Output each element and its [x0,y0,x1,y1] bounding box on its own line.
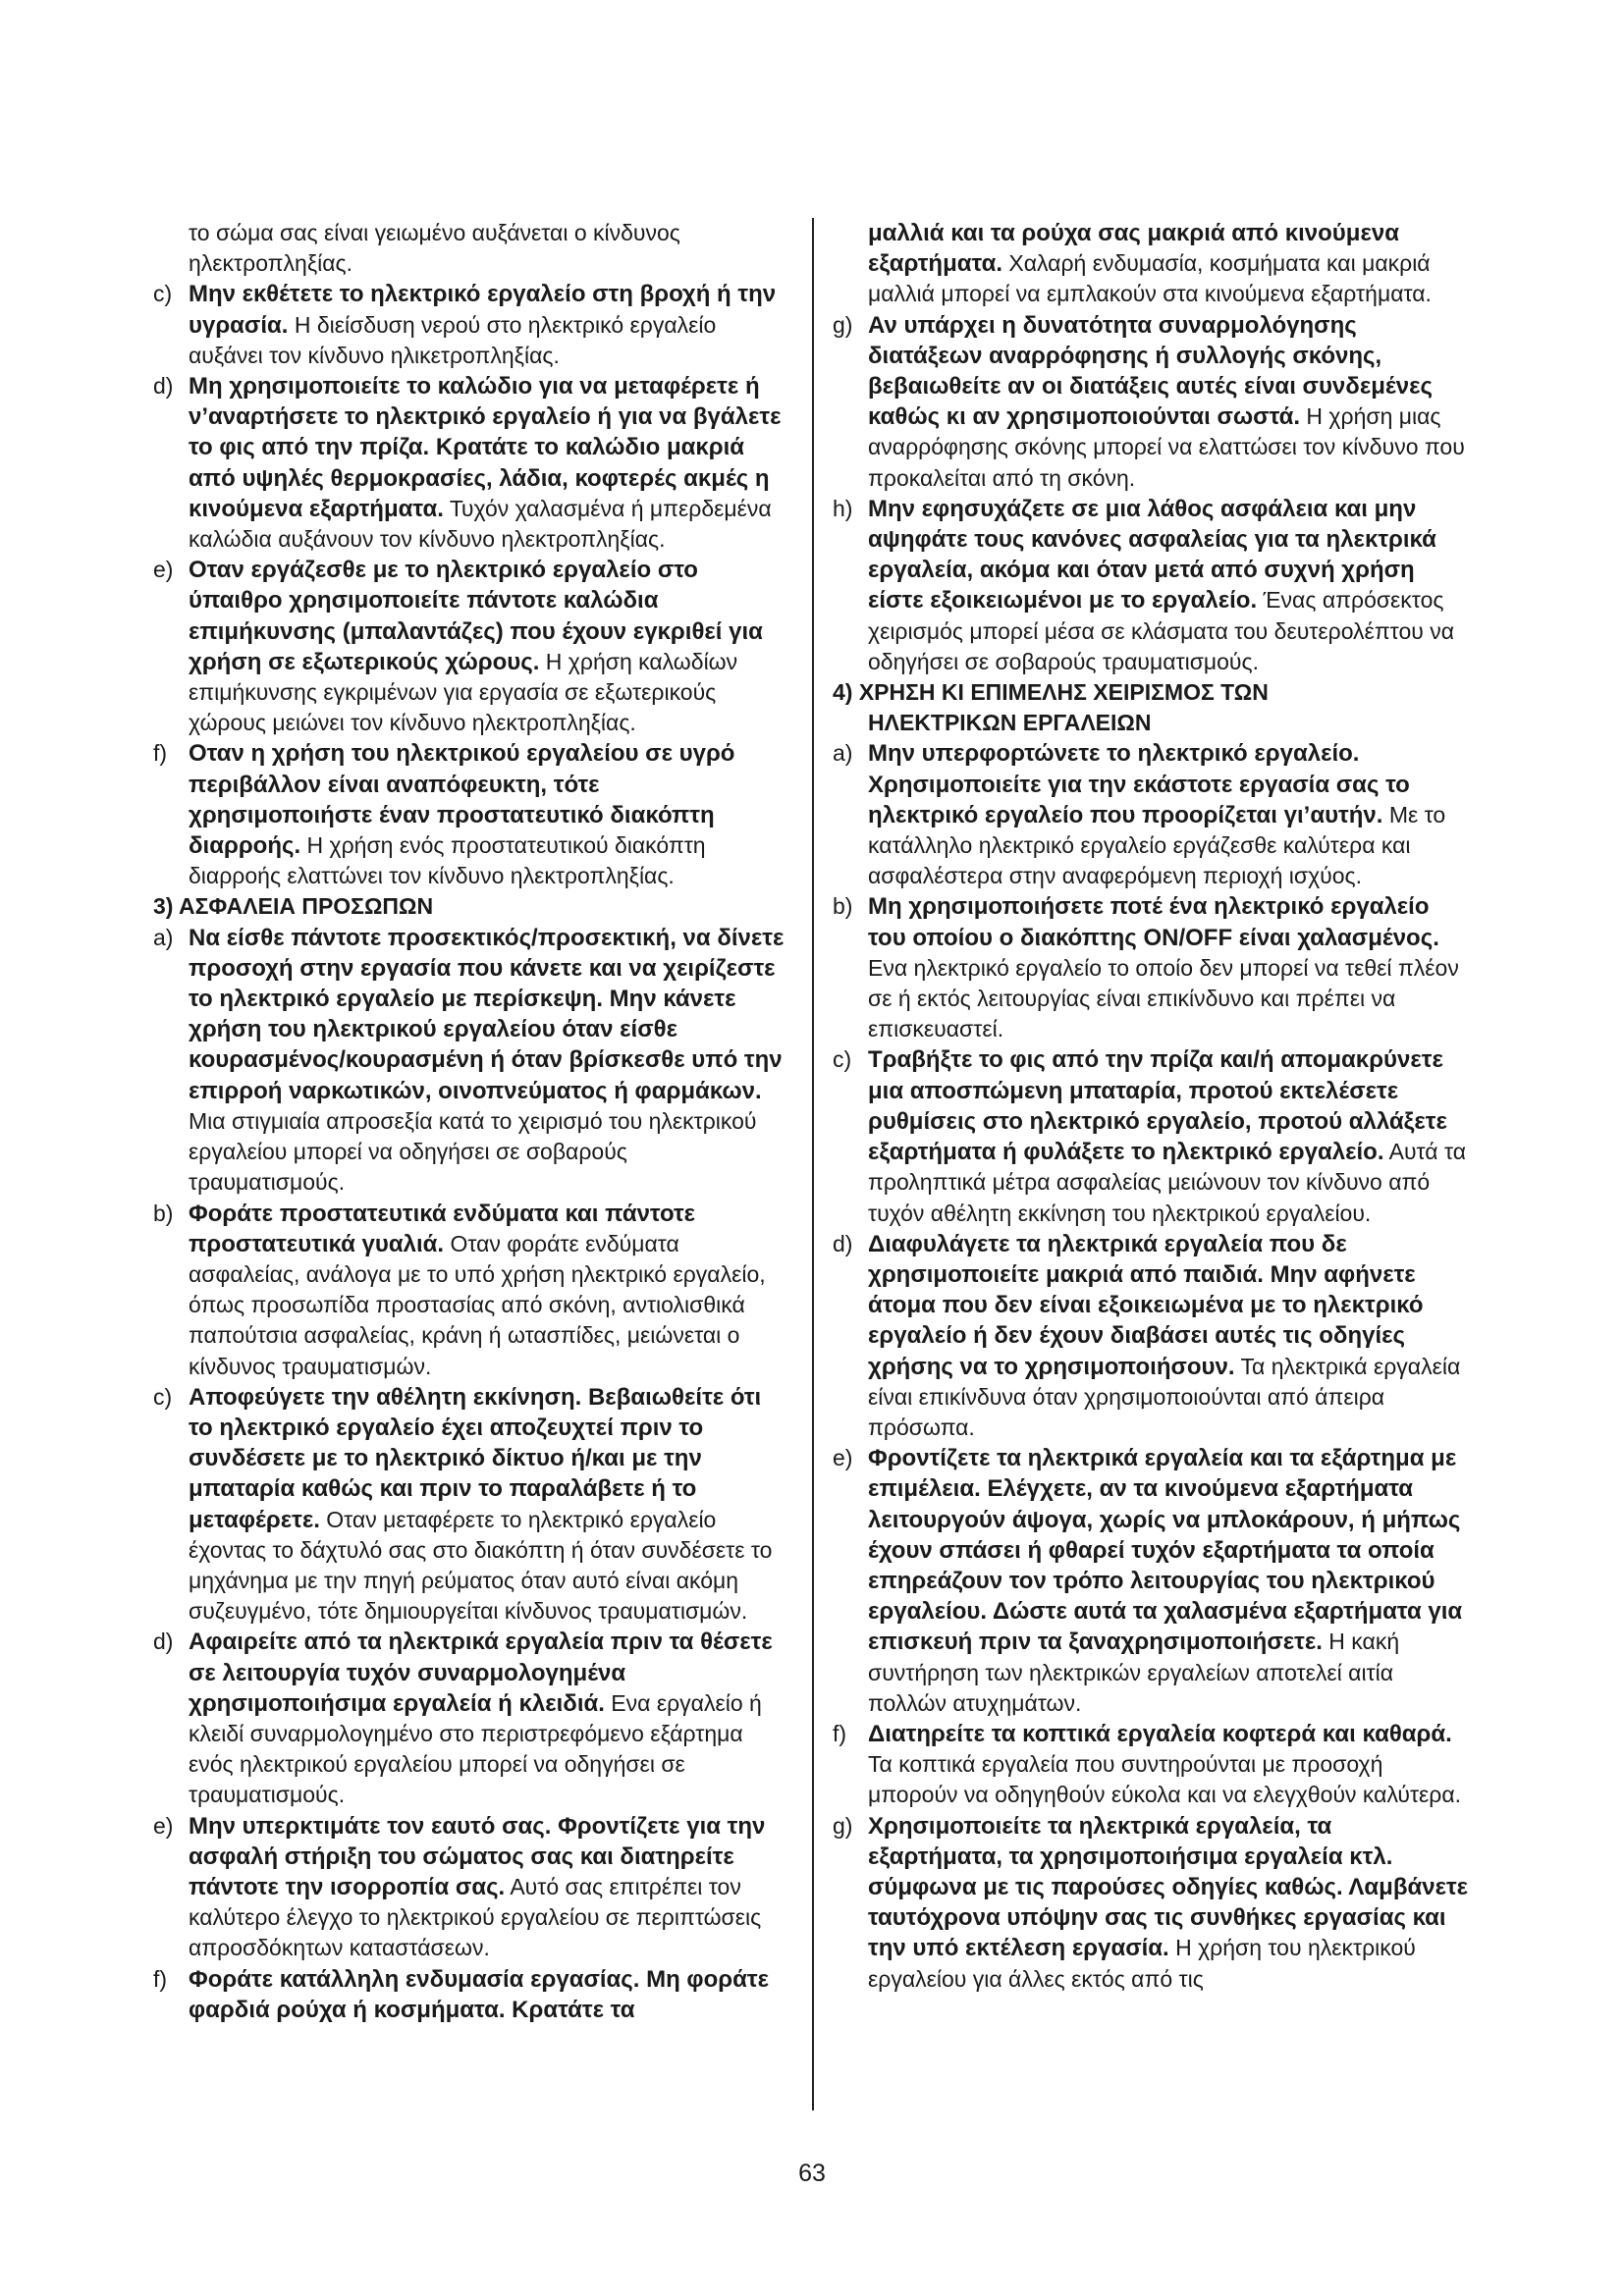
item-bold-text: Μην υπερφορτώνετε το ηλεκτρικό εργαλείο. Χρησιμοποιείτε για την εκάστοτε εργασία σας το ηλεκτρικό εργαλείο που προορίζεται γι’αυτήν. [868,740,1410,828]
item-label: d) [153,1629,174,1655]
section-heading-continued: ΗΛΕΚΤΡΙΚΩΝ ΕΡΓΑΛΕΙΩΝ [868,710,1152,736]
item-label: b) [833,893,853,920]
item-text: Με το κατάλληλο ηλεκτρικό εργαλείο εργάζεσθε καλύτερα και ασφαλέστερα στην αναφερόμενη περιοχή ισχύος. [868,801,1446,889]
continuation-text [833,218,1469,310]
item-text: Η διείσδυση νερού στο ηλεκτρικό εργαλείο αυξάνει τον κίνδυνο ηλικετροπληξίας. [189,311,717,368]
item-bold-text: Οταν εργάζεσθε με το ηλεκτρικό εργαλείο στο ύπαιθρο χρησιμοποιείτε πάντοτε καλώδια επιμήκυνσης (μπαλαντάζες) που έχουν εγκριθεί για χρήση σε εξωτερικούς χώρους. [189,557,763,675]
list-item [153,1199,789,1382]
item-label: c) [153,281,173,307]
list-item [833,1229,1469,1443]
item-label: f) [153,740,168,767]
item-label: d) [153,373,174,400]
list-item [153,555,789,738]
item-text: Η κακή συντήρηση των ηλεκτρικών εργαλείων αποτελεί αιτία πολλών ατυχημάτων. [868,1629,1400,1716]
list-item [833,494,1469,677]
column-divider [812,218,814,2110]
item-bold-text: Χρησιμοποιείτε τα ηλεκτρικά εργαλεία, τα εξαρτήματα, τα χρησιμοποιήσιμα εργαλεία κτλ. σύμφωνα με τις παρούσες οδηγίες καθώς. Λαμβάνετε ταυτόχρονα υπόψην σας τις συνθήκες εργασίας και την υπό εκτέλεση εργασία. [868,1812,1469,1962]
item-label: f) [153,1965,168,1992]
item-text: Τα κοπτικά εργαλεία που συντηρούνται με προσοχή μπορούν να οδηγηθούν εύκολα και να ελεγχθούν καλύτερα. [868,1751,1462,1808]
list-item [833,310,1469,494]
item-bold-text: Οταν η χρήση του ηλεκτρικού εργαλείου σε υγρό περιβάλλον είναι αναπόφευκτη, τότε χρησιμοποιήστε έναν προστατευτικό διακόπτη διαρροής. [189,740,735,860]
item-bold-text: Αφαιρείτε από τα ηλεκτρικά εργαλεία πριν τα θέσετε σε λειτουργία τυχόν συναρμολογημένα χρησιμοποιήσιμα εργαλεία ή κλειδιά. [189,1629,773,1717]
item-text: Τυχόν χαλασμένα ή μπερδεμένα καλώδια αυξάνουν τον κίνδυνο ηλεκτροπληξίας. [189,495,772,553]
item-text: Ενα εργαλείο ή κλειδί συναρμολογημένο στο περιστρεφόμενο εξάρτημα ενός ηλεκτρικού εργαλείου μπορεί να οδηγήσει σε τραυματισμούς. [189,1689,762,1808]
list-item [153,738,789,891]
list-item [153,371,789,555]
list-item [833,738,1469,891]
item-label: g) [833,311,853,338]
item-bold-text: Μην εφησυχάζετε σε μια λάθος ασφάλεια και μην αψηφάτε τους κανόνες ασφαλείας για τα ηλεκτρικά εργαλεία, ακόμα και όταν μετά από συχνή χρήση είστε εξοικειωμένοι με το εργαλείο. [868,495,1436,614]
list-item [153,1811,789,1964]
list-item [833,1811,1469,1995]
item-label: f) [833,1720,847,1746]
section-heading: 4) ΧΡΗΣΗ ΚΙ ΕΠΙΜΕΛΗΣ ΧΕΙΡΙΣΜΟΣ ΤΩΝ [833,679,1269,706]
item-bold-text: Μην υπερκτιμάτε τον εαυτό σας. Φροντίζετε για την ασφαλή στήριξη του σώματος σας και διατηρείτε πάντοτε την ισορροπία σας. [189,1812,766,1900]
item-label: a) [153,924,174,950]
continuation-bold-text: μαλλιά και τα ρούχα σας μακριά από κινούμενα εξαρτήματα. [868,220,1399,278]
list-item [153,923,789,1199]
list-item [153,1382,789,1628]
item-bold-text: Να είσθε πάντοτε προσεκτικός/προσεκτική, να δίνετε προσοχή στην εργασία που κάνετε και να χειρίζεστε το ηλεκτρικό εργαλείο με περίσκεψη. Μην κάνετε χρήση του ηλεκτρικού εργαλείου όταν είσθε κουρασμένος/κουρασμένη ή όταν βρίσκεσθε υπό την επιρροή ναρκωτικών, οινοπνεύματος ή φαρμάκων. [189,924,785,1104]
list-item [153,1964,789,2025]
item-label: h) [833,495,853,521]
item-label: g) [833,1812,853,1839]
item-text: Η χρήση του ηλεκτρικού εργαλείου για άλλες εκτός από τις [868,1935,1416,1992]
item-bold-text: Τραβήξτε το φις από την πρίζα και/ή απομακρύνετε μια αποσπώμενη μπαταρία, προτού εκτελέσετε ρυθμίσεις στο ηλεκτρικό εργαλείο, προτού αλλάξετε εξαρτήματα ή φυλάξετε το ηλεκτρικό εργαλείο. [868,1046,1447,1166]
item-text: Ένας απρόσεκτος χειρισμός μπορεί μέσα σε κλάσματα του δευτερολέπτου να οδηγήσει σε σοβαρούς τραυματισμούς. [868,587,1455,674]
item-label: c) [833,1046,852,1073]
item-label: d) [833,1230,853,1256]
right-column [833,218,1469,1995]
list-item [833,1719,1469,1811]
item-bold-text: Διατηρείτε τα κοπτικά εργαλεία κοφτερά και καθαρά. [868,1720,1452,1747]
item-text: Η χρήση καλωδίων επιμήκυνσης εγκριμένων για εργασία σε εξωτερικούς χώρους μειώνει τον κίνδυνο ηλεκτροπληξίας. [189,648,738,736]
item-bold-text: Φροντίζετε τα ηλεκτρικά εργαλεία και τα εξάρτημα με επιμέλεια. Ελέγχετε, αν τα κινούμενα εξαρτήματα λειτουργούν άψογα, χωρίς να μπλοκάρουν, ή μήπως έχουν σπάσει ή φθαρεί τυχόν εξαρτήματα τα οποία επηρεάζουν τον τρόπο λειτουργίας του ηλεκτρικού εργαλείου. Δώστε αυτά τα χαλασμένα εξαρτήματα για επισκευή πριν τα ξαναχρησιμοποιήσετε. [868,1445,1463,1656]
item-label: a) [833,740,853,767]
item-text: Η χρήση ενός προστατευτικού διακόπτη διαρροής ελαττώνει τον κίνδυνο ηλεκτροπληξίας. [189,832,706,889]
item-bold-text: Διαφυλάγετε τα ηλεκτρικά εργαλεία που δε χρησιμοποιείτε μακριά από παιδιά. Μην αφήνετε άτομα που δεν είναι εξοικειωμένα με το ηλεκτρικό εργαλείο ή δεν έχουν διαβάσει αυτές τις οδηγίες χρήσης να το χρησιμοποιήσουν. [868,1230,1424,1380]
list-item [833,891,1469,1044]
item-text: Ενα ηλεκτρικό εργαλείο το οποίο δεν μπορεί να τεθεί πλέον σε ή εκτός λειτουργίας είναι επικίνδυνο και πρέπει να επισκευαστεί. [868,954,1459,1042]
left-column [153,218,789,2025]
item-text: Αυτό σας επιτρέπει τον καλύτερο έλεγχο το ηλεκτρικού εργαλείου σε περιπτώσεις απροσδόκητων καταστάσεων. [189,1873,762,1961]
item-bold-text: Αποφεύγετε την αθέλητη εκκίνηση. Βεβαιωθείτε ότι το ηλεκτρικό εργαλείο έχει αποζευχτεί πριν το συνδέσετε με το ηλεκτρικό δίκτυο ή/και με την μπαταρία καθώς και πριν το παραλάβετε ή το μεταφέρετε. [189,1383,762,1533]
list-item [833,1044,1469,1228]
item-bold-text: Μην εκθέτετε το ηλεκτρικό εργαλείο στη βροχή ή την υγρασία. [189,281,777,339]
item-bold-text: Μη χρησιμοποιήσετε ποτέ ένα ηλεκτρικό εργαλείο του οποίου ο διακόπτης ON/OFF είναι χαλασμένος. [868,893,1439,951]
continuation-plain-text: Χαλαρή ενδυμασία, κοσμήματα και μακριά μαλλιά μπορεί να εμπλακούν στα κινούμενα εξαρτήματα. [868,250,1432,307]
item-label: e) [153,1812,174,1839]
item-label: b) [153,1200,174,1226]
list-item [153,279,789,371]
continuation-text: το σώμα σας είναι γειωμένο αυξάνεται ο κίνδυνος ηλεκτροπληξίας. [189,220,680,277]
item-bold-text: Μη χρησιμοποιείτε το καλώδιο για να μεταφέρετε ή ν’αναρτήσετε το ηλεκτρικό εργαλείο ή για να βγάλετε το φις από την πρίζα. Κρατάτε το καλώδιο μακριά από υψηλές θερμοκρασίες, λάδια, κοφτερές ακμές η κινούμενα εξαρτήματα. [189,373,782,522]
item-text: Αυτά τα προληπτικά μέτρα ασφαλείας μειώνουν τον κίνδυνο από τυχόν αθέλητη εκκίνηση του ηλεκτρικού εργαλείου. [868,1139,1467,1226]
item-text: Μια στιγμιαία απροσεξία κατά το χειρισμό του ηλεκτρικού εργαλείου μπορεί να οδηγήσει σε σοβαρούς τραυματισμούς. [189,1107,757,1196]
item-bold-text: Φοράτε προστατευτικά ενδύματα και πάντοτε προστατευτικά γυαλιά. [189,1200,696,1257]
section-heading: 3) ΑΣΦΑΛΕΙΑ ΠΡΟΣΩΠΩΝ [153,893,434,920]
item-label: e) [833,1445,853,1471]
item-text: Οταν φοράτε ενδύματα ασφαλείας, ανάλογα με το υπό χρήση ηλεκτρικό εργαλείο, όπως προσωπίδα προστασίας από σκόνη, αντιολισθικά παπούτσια ασφαλείας, κράνη ή ωτασπίδες, μειώνεται ο κίνδυνος τραυματισμών. [189,1230,766,1379]
item-text: Η χρήση μιας αναρρόφησης σκόνης μπορεί να ελαττώσει τον κίνδυνο που προκαλείται από τη σκόνη. [868,403,1465,491]
list-item [153,1627,789,1810]
item-bold-text: Αν υπάρχει η δυνατότητα συναρμολόγησης διατάξεων αναρρόφησης ή συλλογής σκόνης, βεβαιωθείτε αν οι διατάξεις αυτές είναι συνδεμένες καθώς κι αν χρησιμοποιούνται σωστά. [868,311,1433,431]
item-bold-text: Φοράτε κατάλληλη ενδυμασία εργασίας. Μη φοράτε φαρδιά ρούχα ή κοσμήματα. Κρατάτε τα [189,1965,769,2023]
page-number: 63 [798,2160,826,2187]
item-text: Τα ηλεκτρικά εργαλεία είναι επικίνδυνα όταν χρησιμοποιούνται από άπειρα πρόσωπα. [868,1353,1461,1440]
list-item [833,1443,1469,1719]
item-label: e) [153,557,174,583]
item-text: Οταν μεταφέρετε το ηλεκτρικό εργαλείο έχοντας το δάχτυλό σας στο διακόπτη ή όταν συνδέσετε το μηχάνημα με την πηγή ρεύματος όταν αυτό είναι ακόμη συζευγμένο, τότε δημιουργείται κίνδυνος τραυματισμών. [189,1506,773,1625]
item-label: c) [153,1383,173,1410]
